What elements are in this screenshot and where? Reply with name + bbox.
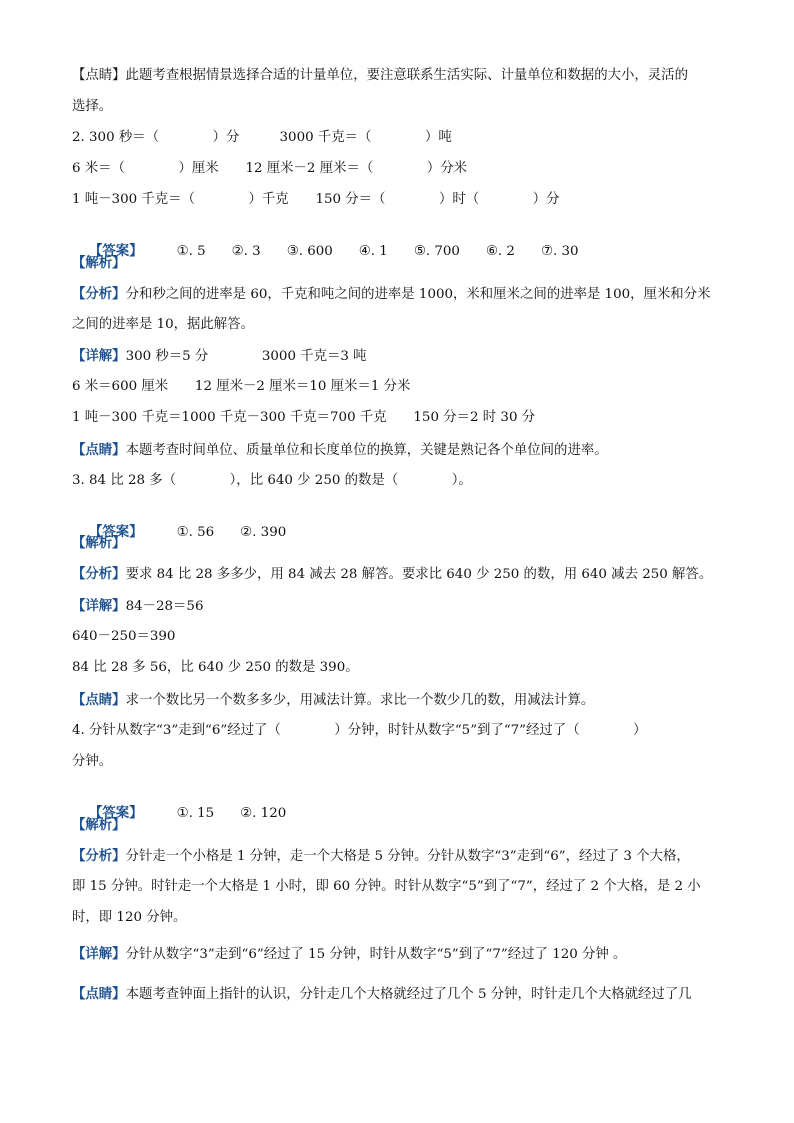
detail-paragraph [72,596,203,617]
analysis-text: 要求 84 比 28 多多少，用 84 减去 28 解答。要求比 640 少 250 的数，用 640 减去 250 解答。 [125,567,713,582]
text-line: 之间的进率是 10，据此解答。 [72,317,254,332]
answer-tag: 【答案】 [89,243,143,259]
question-3: 3. 84 比 28 多（ ），比 640 少 250 的数是（ ）。 [72,473,472,488]
detail-paragraph [72,944,626,965]
question-2-line-2: 6 米＝（ ）厘米 12 厘米－2 厘米＝（ ）分米 [72,161,468,176]
answer-item: ①. 56 [176,525,215,540]
comment-text: 求一个数比另一个数多多少，用减法计算。求比一个数少几的数，用减法计算。 [125,693,595,708]
analysis-tag: 【分析】 [72,286,126,302]
answer-item: ④. 1 [358,244,388,259]
detail-tag: 【详解】 [72,946,126,962]
question-2-line-3: 1 吨－300 千克＝（ ）千克 150 分＝（ ）时（ ）分 [72,192,560,207]
detail-text: 84－28＝56 [125,599,204,614]
text-line: 6 米＝600 厘米 12 厘米－2 厘米＝10 厘米＝1 分米 [72,379,411,394]
answer-tag: 【答案】 [89,805,143,821]
text-line: 1 吨－300 千克＝1000 千克－300 千克＝700 千克 150 分＝2 时 30 分 [72,410,536,425]
text-line: 时，即 120 分钟。 [72,910,187,925]
comment-paragraph [72,690,594,711]
analysis-heading: 【解析】 [72,535,126,551]
comment-tag: 【点睛】 [72,986,126,1002]
answer-item: ⑦. 30 [540,244,579,259]
analysis-paragraph [72,846,690,867]
text-line: 选择。 [72,99,113,114]
analysis-tag: 【分析】 [72,848,126,864]
detail-paragraph [72,346,367,367]
comment-paragraph [72,440,608,461]
answer-item: ②. 390 [240,525,287,540]
detail-tag: 【详解】 [72,598,126,614]
comment-tag: 【点睛】 [72,442,126,458]
text-line: 即 15 分钟。时针走一个大格是 1 小时，即 60 分钟。时针从数字“5”到了“7”，经过了 2 个大格，是 2 小 [72,879,701,894]
answer-item: ⑥. 2 [485,244,515,259]
question-4-line-2: 分钟。 [72,754,113,769]
answer-item: ⑤. 700 [413,244,460,259]
answer-item: ②. 120 [240,806,287,821]
analysis-heading: 【解析】 [72,817,126,833]
answer-item: ①. 15 [176,806,215,821]
detail-tag: 【详解】 [72,348,126,364]
answer-tag: 【答案】 [89,524,143,540]
comment-paragraph [72,984,692,1005]
answer-item: ③. 600 [286,244,333,259]
text-line: 640－250＝390 [72,629,176,644]
text-line: 【点睛】此题考查根据情景选择合适的计量单位，要注意联系生活实际、计量单位和数据的大小，灵活的 [72,68,688,83]
analysis-paragraph [72,284,710,305]
analysis-tag: 【分析】 [72,566,126,582]
detail-text: 分针从数字“3”走到“6”经过了 15 分钟，时针从数字“5”到了“7”经过了 120 分钟 。 [125,947,627,962]
analysis-text: 分针走一个小格是 1 分钟，走一个大格是 5 分钟。分针从数字“3”走到“6”，经过了 3 个大格， [125,849,690,864]
text-line: 84 比 28 多 56，比 640 少 250 的数是 390。 [72,660,359,675]
analysis-text: 分和秒之间的进率是 60，千克和吨之间的进率是 1000，米和厘米之间的进率是 100，厘米和分米 [125,287,711,302]
comment-text: 本题考查时间单位、质量单位和长度单位的换算，关键是熟记各个单位间的进率。 [125,443,608,458]
answer-row-q2 [72,221,579,282]
comment-text: 本题考查钟面上指针的认识，分针走几个大格就经过了几个 5 分钟，时针走几个大格就经过了几 [125,987,692,1002]
question-4-line-1: 4. 分针从数字“3”走到“6”经过了（ ）分钟，时针从数字“5”到了“7”经过了（ ） [72,723,647,738]
answer-item: ①. 5 [176,244,206,259]
analysis-paragraph [72,564,712,585]
answer-item: ②. 3 [231,244,261,259]
comment-tag: 【点睛】 [72,692,126,708]
analysis-heading: 【解析】 [72,255,126,271]
question-2-line-1: 2. 300 秒＝（ ）分 3000 千克＝（ ）吨 [72,130,452,145]
detail-text: 300 秒＝5 分 3000 千克＝3 吨 [125,349,367,364]
